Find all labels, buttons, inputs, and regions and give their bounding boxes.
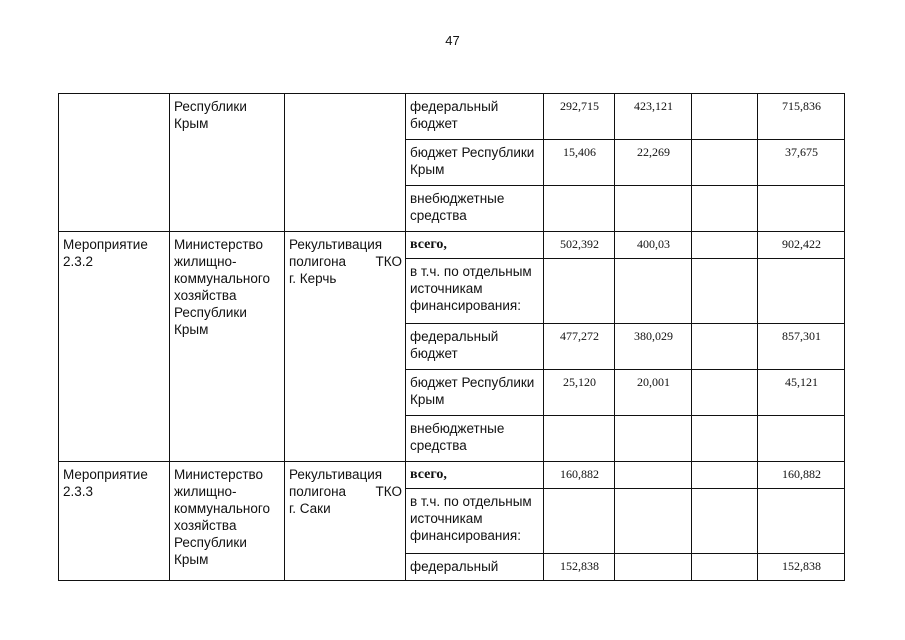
value-cell xyxy=(615,416,692,462)
source-cell: бюджет Республики Крым xyxy=(406,140,544,186)
value-cell xyxy=(615,489,692,554)
value-cell xyxy=(692,94,758,140)
object-cell xyxy=(285,462,406,581)
source-cell: бюджет Республики Крым xyxy=(406,370,544,416)
executor-cell: Министерство жилищно-коммунального хозяйства Республики Крым xyxy=(170,462,285,581)
value-cell: 160,882 xyxy=(758,462,845,489)
value-cell: 152,838 xyxy=(758,554,845,581)
value-cell xyxy=(615,554,692,581)
value-cell xyxy=(692,324,758,370)
value-cell xyxy=(615,462,692,489)
measure-cell: Мероприятие 2.3.2 xyxy=(59,232,170,462)
source-cell: всего, xyxy=(406,232,544,259)
source-cell: в т.ч. по отдельным источникам финансирования: xyxy=(406,259,544,324)
source-cell: федеральный xyxy=(406,554,544,581)
value-cell xyxy=(544,186,615,232)
value-cell xyxy=(758,489,845,554)
value-cell xyxy=(692,462,758,489)
value-cell: 15,406 xyxy=(544,140,615,186)
value-cell xyxy=(544,416,615,462)
value-cell: 25,120 xyxy=(544,370,615,416)
object-line: Рекультивация xyxy=(289,237,383,252)
object-cell xyxy=(285,232,406,462)
value-cell: 380,029 xyxy=(615,324,692,370)
value-cell xyxy=(758,186,845,232)
budget-table xyxy=(58,93,845,581)
value-cell: 20,001 xyxy=(615,370,692,416)
value-cell xyxy=(544,259,615,324)
source-cell: всего, xyxy=(406,462,544,489)
value-cell: 857,301 xyxy=(758,324,845,370)
measure-cell: Мероприятие 2.3.3 xyxy=(59,462,170,581)
value-cell xyxy=(758,259,845,324)
value-cell: 902,422 xyxy=(758,232,845,259)
value-cell: 292,715 xyxy=(544,94,615,140)
value-cell: 423,121 xyxy=(615,94,692,140)
table-row xyxy=(59,94,845,140)
value-cell xyxy=(615,259,692,324)
value-cell xyxy=(692,259,758,324)
value-cell: 22,269 xyxy=(615,140,692,186)
object-word: полигона xyxy=(289,484,347,499)
source-cell: федеральный бюджет xyxy=(406,94,544,140)
value-cell xyxy=(615,186,692,232)
value-cell: 502,392 xyxy=(544,232,615,259)
value-cell xyxy=(692,416,758,462)
page-number: 47 xyxy=(445,33,460,48)
table-row xyxy=(59,232,845,259)
source-cell: в т.ч. по отдельным источникам финансирования: xyxy=(406,489,544,554)
value-cell xyxy=(692,140,758,186)
executor-cell: Республики Крым xyxy=(170,94,285,232)
value-cell xyxy=(692,554,758,581)
executor-cell: Министерство жилищно-коммунального хозяйства Республики Крым xyxy=(170,232,285,462)
value-cell: 715,836 xyxy=(758,94,845,140)
value-cell xyxy=(544,489,615,554)
object-cell xyxy=(285,94,406,232)
value-cell xyxy=(692,370,758,416)
object-word: ТКО xyxy=(375,484,402,499)
object-line: Рекультивация xyxy=(289,467,383,482)
table-row xyxy=(59,462,845,489)
value-cell xyxy=(692,489,758,554)
value-cell: 45,121 xyxy=(758,370,845,416)
value-cell: 160,882 xyxy=(544,462,615,489)
value-cell: 152,838 xyxy=(544,554,615,581)
value-cell xyxy=(692,232,758,259)
object-word: полигона xyxy=(289,254,347,269)
measure-cell xyxy=(59,94,170,232)
object-line xyxy=(289,483,402,500)
object-line: г. Саки xyxy=(289,501,331,516)
source-cell: внебюджетные средства xyxy=(406,186,544,232)
value-cell xyxy=(692,186,758,232)
value-cell: 477,272 xyxy=(544,324,615,370)
object-line xyxy=(289,253,402,270)
source-cell: внебюджетные средства xyxy=(406,416,544,462)
value-cell: 400,03 xyxy=(615,232,692,259)
source-cell: федеральный бюджет xyxy=(406,324,544,370)
object-word: ТКО xyxy=(375,254,402,269)
object-line: г. Керчь xyxy=(289,271,337,286)
value-cell: 37,675 xyxy=(758,140,845,186)
value-cell xyxy=(758,416,845,462)
